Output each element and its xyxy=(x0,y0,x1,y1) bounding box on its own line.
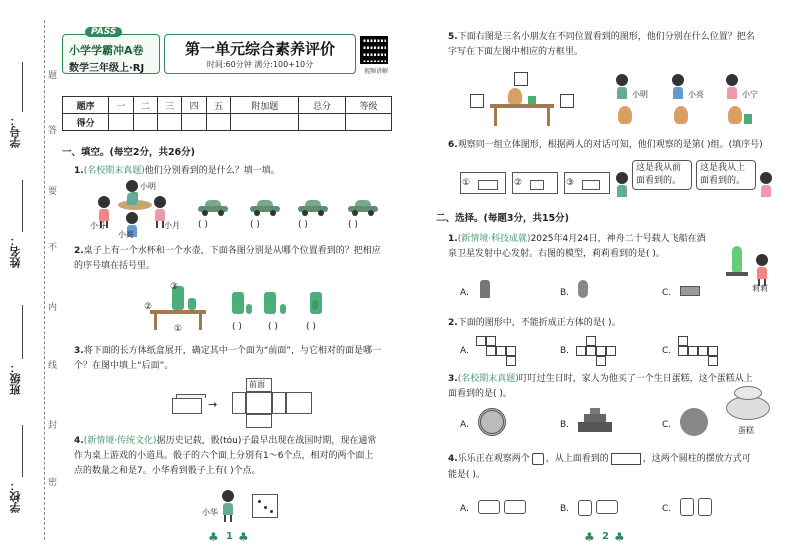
brand-subject: 数学三年级上·RJ xyxy=(69,63,145,74)
car-view-3-icon xyxy=(298,200,328,214)
answer-blank[interactable]: ( ) xyxy=(298,220,308,230)
q5-line-2: 字写在下面左图中相应的方框里。 xyxy=(448,47,584,57)
name-xiaoming: 小明 xyxy=(140,182,156,191)
answer-blank[interactable]: ( ) xyxy=(232,322,242,332)
label-name: 姓名： xyxy=(9,235,22,268)
score-value-row xyxy=(63,114,392,131)
c1-line-1: 2025年4月24日，神舟二十号载人飞船在酒 xyxy=(530,234,706,244)
option-c-icon xyxy=(680,408,708,436)
brand-name: 小学学霸冲A卷 xyxy=(69,44,144,57)
view-c-cup-icon xyxy=(312,300,318,310)
q4-line-2: 作为桌上游戏的小道具。骰子的六个面上分别有1～6个点，相对的两个面上 xyxy=(74,451,374,461)
score-row-label: 得分 xyxy=(63,114,109,131)
kid-speaker-2-icon xyxy=(760,172,772,197)
name-xiaoliang: 小亮 xyxy=(688,90,704,99)
mark-2: ② xyxy=(144,302,153,312)
question-4 xyxy=(74,434,376,448)
speech-bubble-1: 这是我从前面看到的。 xyxy=(632,160,692,190)
option-a-icon xyxy=(480,280,490,298)
q3-number: 3. xyxy=(74,346,84,356)
option-c[interactable]: C. xyxy=(662,288,672,298)
q5-line-1: 下面右图是三名小朋友在不同位置看到的图形，他们分别在什么位置？把名 xyxy=(457,32,755,42)
kid-xiaoming-icon xyxy=(126,180,138,205)
choice-2 xyxy=(448,316,621,330)
name-xiaoyue: 小月 xyxy=(164,221,180,230)
score-cell: 一 xyxy=(109,97,133,114)
exam-meta: 时间:60分钟 满分:100+10分 xyxy=(206,60,314,69)
kid-xiaoming-icon xyxy=(616,74,628,99)
brand-logo: PASS xyxy=(85,27,122,37)
cut-line xyxy=(44,20,45,540)
net-face[interactable] xyxy=(246,392,272,414)
field-student-id[interactable] xyxy=(22,62,23,112)
cake-label: 蛋糕 xyxy=(738,426,754,435)
net-face[interactable] xyxy=(286,392,312,414)
page-number-1: 1 xyxy=(226,531,233,542)
kid-xiaoliang-icon xyxy=(672,74,684,99)
question-3 xyxy=(74,344,381,358)
answer-blank[interactable]: ( ) xyxy=(198,220,208,230)
option-a-icon xyxy=(478,408,506,436)
c3-tag: (名校期末真题) xyxy=(457,374,519,384)
q6-line-1: 观察同一组立体图形，根据两人的对话可知，他们观察的是第( )组。(填序号) xyxy=(457,140,763,150)
cuboid-top-icon xyxy=(176,394,206,398)
option-b[interactable]: B. xyxy=(560,420,570,430)
choice-4 xyxy=(448,452,751,466)
field-school[interactable] xyxy=(22,425,23,477)
view-cube-icon xyxy=(744,114,752,124)
label-school: 学校： xyxy=(9,480,22,513)
q2-number: 2. xyxy=(74,246,84,256)
score-input-cell[interactable] xyxy=(231,114,299,131)
seal-char: 封 xyxy=(48,421,58,431)
q6-number: 6. xyxy=(448,140,458,150)
qr-caption: 视频讲解 xyxy=(363,68,388,75)
q1-number: 1. xyxy=(74,166,84,176)
option-a[interactable]: A. xyxy=(460,288,469,298)
car-view-4-icon xyxy=(348,200,378,214)
brand-box xyxy=(62,27,160,74)
seal-char: 答 xyxy=(48,126,58,136)
cylinder-icon xyxy=(532,453,544,465)
option-a[interactable]: A. xyxy=(460,504,469,514)
q5-number: 5. xyxy=(448,32,458,42)
seal-char: 线 xyxy=(48,361,58,371)
seal-char: 不 xyxy=(48,243,58,253)
name-xiaofen: 小芬 xyxy=(90,221,106,230)
q5-figure xyxy=(468,70,578,130)
score-cell: 二 xyxy=(133,97,157,114)
option-b-icon xyxy=(578,500,592,516)
view-b-icon xyxy=(264,292,276,314)
view-gourd-icon xyxy=(728,106,742,124)
group-1-label: ① xyxy=(462,178,471,188)
car-view-2-icon xyxy=(250,200,280,214)
option-b[interactable]: B. xyxy=(560,504,570,514)
c4-line-1: 乐乐正在观察两个 xyxy=(457,454,530,464)
label-student-id: 学号： xyxy=(9,115,22,148)
score-input-cell[interactable] xyxy=(182,114,206,131)
palm-icon: ♣ xyxy=(614,530,625,544)
option-c[interactable]: C. xyxy=(662,420,672,430)
q4-number: 4. xyxy=(74,436,84,446)
c2-text: 下面的图形中，不能折成正方体的是( )。 xyxy=(457,318,621,328)
score-input-cell[interactable] xyxy=(206,114,230,131)
name-xiaoliang: 小亮 xyxy=(118,230,134,239)
q3-line-1: 将下面的长方体纸盒展开，确定其中一个面为“前面”，与它相对的面是哪一 xyxy=(83,346,382,356)
score-input-cell[interactable] xyxy=(109,114,133,131)
q4-tag: (新情境·传统文化) xyxy=(83,436,157,446)
cup-icon xyxy=(188,298,196,310)
q2-line-1: 桌子上有一个水杯和一个水壶，下面各图分别是从哪个位置看到的？把相应 xyxy=(83,246,381,256)
choice-1 xyxy=(448,232,706,246)
shape-icon xyxy=(582,180,600,190)
arrow-right-icon: → xyxy=(208,398,218,411)
c1-line-2: 泉卫星发射中心发射。右图的模型，莉莉看到的是( )。 xyxy=(448,249,665,259)
option-b-icon xyxy=(578,280,588,298)
cuboid-icon xyxy=(172,398,202,414)
score-cell: 题序 xyxy=(63,97,109,114)
qr-code-icon[interactable] xyxy=(360,36,388,64)
answer-blank[interactable]: ( ) xyxy=(348,220,358,230)
net-front-label: 前面 xyxy=(249,380,265,389)
option-a[interactable]: A. xyxy=(460,420,469,430)
c2-number: 2. xyxy=(448,318,458,328)
seal-char: 题 xyxy=(48,71,58,81)
score-input-cell[interactable] xyxy=(133,114,157,131)
option-c-icon xyxy=(680,286,700,296)
score-input-cell[interactable] xyxy=(345,114,391,131)
section-1-heading: 一、填空。(每空2分，共26分) xyxy=(62,147,196,158)
shape-icon xyxy=(478,180,498,190)
option-a-icon-2 xyxy=(504,500,526,514)
score-table xyxy=(62,96,392,131)
score-cell: 四 xyxy=(182,97,206,114)
c4-line-2: 能是( )。 xyxy=(448,470,485,480)
c1-number: 1. xyxy=(448,234,458,244)
score-input-cell[interactable] xyxy=(158,114,182,131)
q3-line-2: 个？在图中填上“后面”。 xyxy=(74,361,174,371)
name-xiaoming: 小明 xyxy=(632,90,648,99)
top-view-icon xyxy=(611,453,641,465)
c4-line-1c: ，这两个圆柱的摆放方式可 xyxy=(642,454,751,464)
option-b-icon xyxy=(578,422,612,432)
option-b[interactable]: B. xyxy=(560,346,570,356)
question-6 xyxy=(448,138,763,152)
car-view-1-icon xyxy=(198,200,228,214)
kid-xiaohua-icon xyxy=(222,490,234,522)
field-class[interactable] xyxy=(22,305,23,359)
name-xiaoning: 小宁 xyxy=(742,90,758,99)
label-class: 班级： xyxy=(9,362,22,395)
kid-xiaoning-icon xyxy=(726,74,738,99)
binding-strip xyxy=(0,0,60,556)
name-lili: 莉莉 xyxy=(752,284,768,293)
option-c[interactable]: C. xyxy=(662,346,672,356)
answer-blank[interactable]: ( ) xyxy=(306,322,316,332)
option-b-icon-2 xyxy=(596,500,618,514)
choice-3 xyxy=(448,372,753,386)
page-number-2: 2 xyxy=(602,531,609,542)
field-name[interactable] xyxy=(22,180,23,232)
c3-line-1: 叮叮过生日时，家人为他买了一个生日蛋糕，这个蛋糕从上 xyxy=(518,374,753,384)
view-a-icon xyxy=(232,292,244,314)
option-c[interactable]: C. xyxy=(662,504,672,514)
option-c-icon-2 xyxy=(698,498,712,516)
score-header-row xyxy=(63,97,392,114)
c3-number: 3. xyxy=(448,374,458,384)
seal-char: 内 xyxy=(48,303,58,313)
answer-blank[interactable]: ( ) xyxy=(250,220,260,230)
q1-tag: (名校期末真题) xyxy=(83,166,145,176)
score-input-cell[interactable] xyxy=(299,114,345,131)
speech-bubble-2: 这是我从上面看到的。 xyxy=(696,160,756,190)
palm-icon: ♣ xyxy=(238,530,249,544)
c1-tag: (新情境·科技成就) xyxy=(457,234,531,244)
name-xiaohua: 小华 xyxy=(202,508,218,517)
c4-number: 4. xyxy=(448,454,458,464)
group-2-label: ② xyxy=(514,178,523,188)
question-1 xyxy=(74,164,280,178)
kid-speaker-1-icon xyxy=(616,172,628,197)
table-icon xyxy=(490,104,554,108)
section-2-heading: 二、选择。(每题3分，共15分) xyxy=(436,213,570,224)
view-b-cup-icon xyxy=(280,304,286,314)
score-cell: 总分 xyxy=(299,97,345,114)
table-icon xyxy=(150,310,206,314)
view-gourd-icon xyxy=(674,106,688,124)
net-face[interactable] xyxy=(232,392,246,414)
q2-line-2: 的序号填在括号里。 xyxy=(74,261,156,271)
option-a-icon xyxy=(478,500,500,514)
c3-line-2: 面看到的是( )。 xyxy=(448,389,512,399)
question-5 xyxy=(448,30,755,44)
gourd-icon xyxy=(508,88,522,104)
cube-icon xyxy=(528,96,536,104)
group-3-label: ③ xyxy=(566,178,575,188)
mark-3: ③ xyxy=(170,282,179,292)
seal-char: 要 xyxy=(48,187,58,197)
score-cell: 等级 xyxy=(345,97,391,114)
palm-icon: ♣ xyxy=(584,530,595,544)
page-title: 第一单元综合素养评价 xyxy=(184,40,335,58)
score-cell: 附加题 xyxy=(231,97,299,114)
c4-line-1b: ，从上面看到的 xyxy=(545,454,609,464)
q4-line-1: 据历史记载，骰(tóu)子最早出现在战国时期，现在通常 xyxy=(156,436,377,446)
net-face[interactable] xyxy=(246,414,272,428)
rocket-model-icon xyxy=(732,246,742,272)
net-face[interactable] xyxy=(272,392,286,414)
title-box xyxy=(164,34,356,74)
seal-char: 密 xyxy=(48,478,58,488)
mark-1: ① xyxy=(174,324,183,334)
q4-line-3: 点的数量之和是7。小华看到骰子上有( )个点。 xyxy=(74,466,261,476)
view-a-cup-icon xyxy=(246,304,252,314)
score-cell: 三 xyxy=(158,97,182,114)
q1-text: 他们分别看到的是什么？填一填。 xyxy=(144,166,280,176)
answer-blank[interactable]: ( ) xyxy=(268,322,278,332)
shape-icon xyxy=(530,180,544,190)
name-box[interactable] xyxy=(560,94,574,108)
score-cell: 五 xyxy=(206,97,230,114)
name-box[interactable] xyxy=(514,72,528,86)
option-a[interactable]: A. xyxy=(460,346,469,356)
name-box[interactable] xyxy=(470,94,484,108)
view-gourd-icon xyxy=(618,106,632,124)
option-c-icon xyxy=(680,498,694,516)
option-b[interactable]: B. xyxy=(560,288,570,298)
palm-icon: ♣ xyxy=(208,530,219,544)
question-2 xyxy=(74,244,381,258)
page-2 xyxy=(400,0,800,556)
